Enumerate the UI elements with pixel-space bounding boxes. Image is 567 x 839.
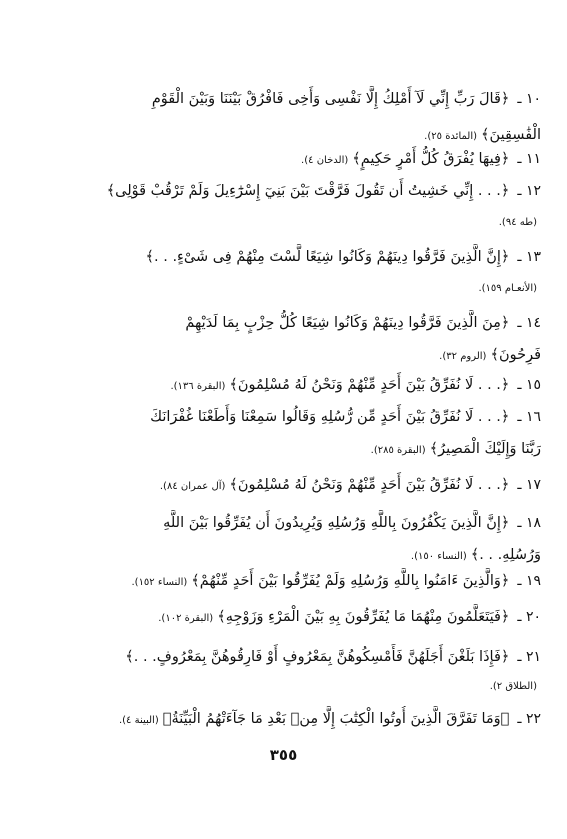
entry-number: ١٢ ـ [517, 183, 541, 199]
entry-number: ١٥ ـ [517, 377, 541, 393]
verse-reference: (الروم ٣٢). [439, 351, 487, 362]
entry-number: ١٦ ـ [517, 409, 541, 425]
verse-text: ﴿. . . إِنِّي خَشِيتُ أَن تَقُولَ فَرَّقْتَ بَيْنَ بَنِيٓ إِسْرَٰٓءِيلَ وَلَمْ تَرْقُبْ قَوْلِى﴾ [106, 183, 510, 199]
verse-text: ﴿إِنَّ الَّذِينَ يَكْفُرُونَ بِاللَّهِ وَرُسُلِهِ وَيُرِيدُونَ أَن يُفَرِّقُوا بَيْنَ اللَّهِ [163, 515, 510, 531]
verse-text: ﴿قَالَ رَبِّ إِنِّي لَآ أَمْلِكُ إِلَّا نَفْسِى وَأَخِى فَافْرُقْ بَيْنَنَا وَبَيْنَ الْقَوْمِ [151, 91, 510, 107]
entry-number: ٢٠ ـ [517, 609, 541, 625]
entry-number: ١٨ ـ [517, 515, 541, 531]
entry-16 [30, 404, 541, 464]
entry-number: ٢١ ـ [517, 649, 541, 665]
verse-text: ﴿فَيَتَعَلَّمُونَ مِنْهُمَا مَا يُفَرِّقُونَ بِهِ بَيْنَ الْمَرْءِ وَزَوْجِهِ﴾ [217, 609, 510, 625]
entry-number: ٢٢ ـ [517, 711, 541, 727]
verse-text-continued: وَرُسُلِهِ. . .﴾ [470, 547, 541, 563]
entry-number: ١٠ ـ [517, 91, 541, 107]
verse-reference: (البقرة ٢٨٥). [370, 445, 426, 456]
entry-15 [30, 372, 541, 400]
entry-14 [30, 310, 541, 370]
entry-18 [30, 510, 541, 570]
entry-20 [30, 604, 541, 632]
verse-text: ﴿مِنَ الَّذِينَ فَرَّقُوا دِينَهُمْ وَكَانُوا شِيَعًا كُلُّ حِزْبٍ بِمَا لَدَيْهِمْ [185, 315, 510, 331]
verse-reference: (الدخان ٤). [301, 155, 349, 166]
verse-text: ﴿. . . لَا نُفَرِّقُ بَيْنَ أَحَدٍ مِّن رُّسُلِهِ وَقَالُوا سَمِعْنَا وَأَطَعْنَا غُفْرَانَكَ [150, 409, 510, 425]
verse-text: ﴿وَالَّذِينَ ءَامَنُوا بِاللَّهِ وَرُسُلِهِ وَلَمْ يُفَرِّقُوا بَيْنَ أَحَدٍ مِّنْهُمْ﴾ [191, 573, 510, 589]
verse-reference: (المائدة ٢٥). [424, 131, 478, 142]
verse-text: ﴿فَإِذَا بَلَغْنَ أَجَلَهُنَّ فَأَمْسِكُوهُنَّ بِمَعْرُوفٍ أَوْ فَارِقُوهُنَّ بِمَعْرُوفٍ. . .﴾ [125, 649, 510, 665]
verse-text-continued: رَبَّنَا وَإِلَيْكَ الْمَصِيرُ﴾ [429, 441, 541, 457]
entry-11 [30, 146, 541, 174]
entry-22 [30, 706, 541, 734]
verse-reference: (طه ٩٤). [498, 217, 537, 228]
entry-number: ١٧ ـ [517, 477, 541, 493]
verse-text: ﴿فِيهَا يُفْرَقُ كُلُّ أَمْرٍ حَكِيمٍ﴾ [352, 151, 510, 167]
verse-reference: (آل عمران ٨٤). [159, 481, 226, 492]
page-number: ٣٥٥ [269, 746, 298, 764]
verse-text-continued: فَرِحُونَ﴾ [490, 347, 541, 363]
entry-13 [30, 244, 541, 302]
entry-number: ١٩ ـ [517, 573, 541, 589]
verse-reference: (الطلاق ٢). [489, 681, 537, 692]
verse-text: ﴿. . . لَا نُفَرِّقُ بَيْنَ أَحَدٍ مِّنْهُمْ وَنَحْنُ لَهُ مُسْلِمُونَ﴾ [229, 377, 510, 393]
verse-text: ﴿. . . لَا نُفَرِّقُ بَيْنَ أَحَدٍ مِّنْهُمْ وَنَحْنُ لَهُ مُسْلِمُونَ﴾ [229, 477, 510, 493]
verse-text-continued: الْفَٰسِقِينَ﴾ [481, 127, 541, 143]
verse-reference: (النساء ١٥٠). [410, 551, 467, 562]
verse-reference: (الأنعـام ١٥٩). [478, 283, 537, 294]
verse-text: ﴿وَمَا تَفَرَّقَ الَّذِينَ أُوتُوا الْكِتَٰبَ إِلَّا مِنۢ بَعْدِ مَا جَآءَتْهُمُ الْبَيِّنَةُ﴾ [162, 711, 510, 727]
entry-19 [30, 568, 541, 596]
verse-reference: (البينة ٤). [118, 715, 159, 726]
entry-21 [30, 644, 541, 700]
entry-number: ١١ ـ [517, 151, 541, 167]
verse-reference: (البقرة ١٠٢). [158, 613, 214, 624]
verse-reference: (النساء ١٥٢). [131, 577, 188, 588]
entry-10 [30, 86, 541, 150]
entry-17 [30, 472, 541, 500]
entry-12 [30, 178, 541, 236]
verse-text: ﴿إِنَّ الَّذِينَ فَرَّقُوا دِينَهُمْ وَكَانُوا شِيَعًا لَّسْتَ مِنْهُمْ فِى شَىْءٍ. . .﴾ [145, 249, 510, 265]
entry-number: ١٣ ـ [517, 249, 541, 265]
entry-number: ١٤ ـ [517, 315, 541, 331]
verse-reference: (البقرة ١٣٦). [170, 381, 226, 392]
